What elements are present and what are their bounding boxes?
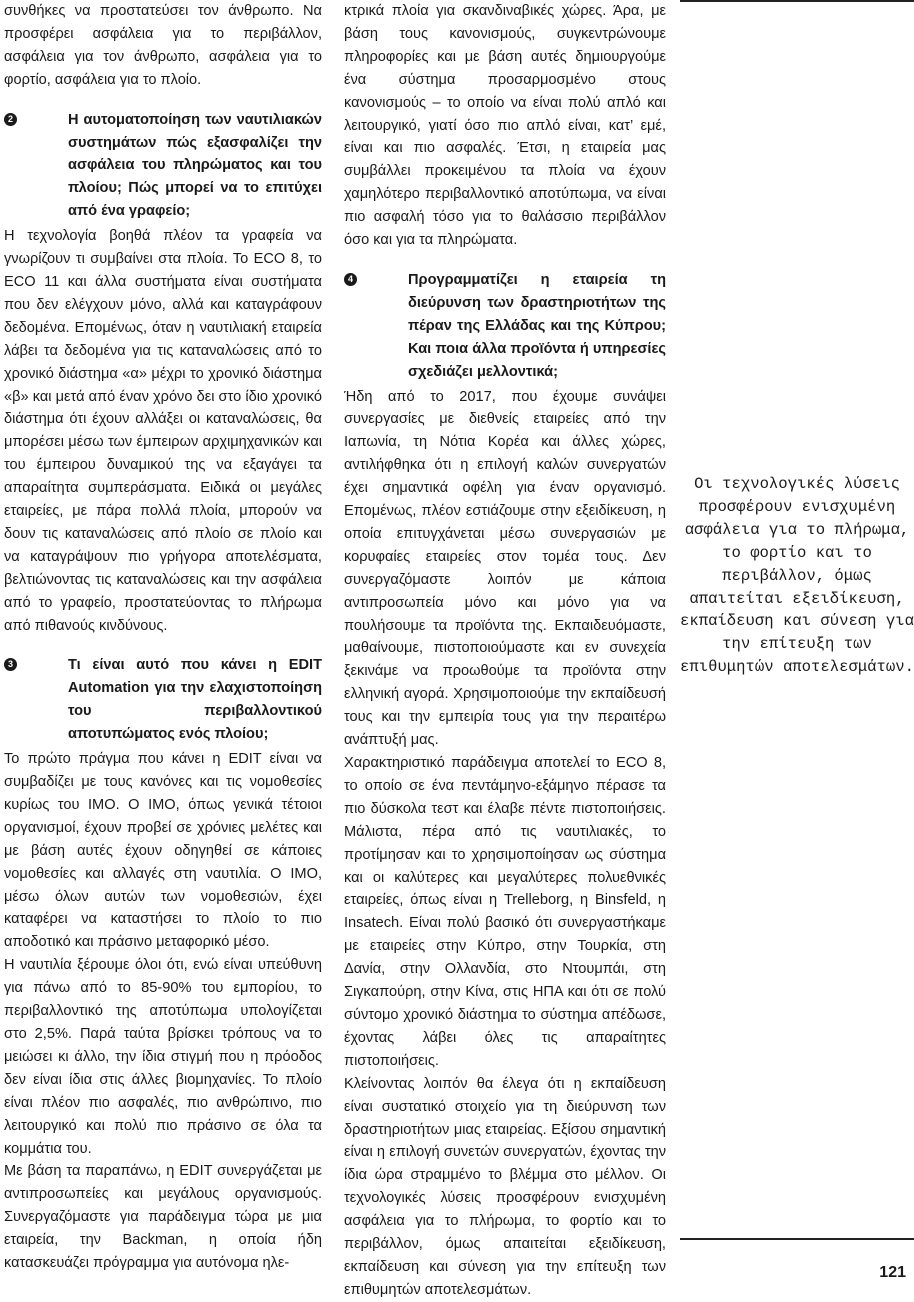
middle-column [344,0,666,1302]
bottom-rule [680,1238,914,1240]
answer-paragraph: Με βάση τα παραπάνω, η EDIT συνεργάζεται με αντιπροσωπείες και μεγάλους οργανισμούς. Συνεργαζόμαστε για παράδειγμα τώρα με μια εταιρεία, την Backman, η οποία ήδη κατασκευάζει πρόγραμμα για αυτόνομα ηλε- [4,1163,322,1272]
question-text: Προγραμματίζει η εταιρεία τη διεύρυνση των δραστηριοτήτων της πέραν της Ελλάδας και της Κύπρου; Και ποια άλλα προϊόντα ή υπηρεσίες σχεδιάζει μελλοντικά; [408,271,666,380]
question-number-badge: 3 [4,658,17,671]
answer-paragraph: Ήδη από το 2017, που έχουμε συνάψει συνεργασίες με διεθνείς εταιρείες από την Ιαπωνία, τη Νότια Κορέα και άλλες χώρες, αντιλήφθηκα ότι η επιλογή καλών συνεργατών έχει σημαντικά οφέλη για έναν οργανισμό. Επομένως, πλέον εστιάζουμε στην εξειδίκευση, η οποία επιτυγχάνεται μέσω συνεργασιών με κορυφαίες εταιρείες στον τομέα τους. Δεν συνεργαζόμαστε λοιπόν με κάποια αντιπροσωπεία μόνο και μόνο για να πουλήσουμε τα προϊόντα της. Εκπαιδευόμαστε, μαθαίνουμε, πιστοποιούμαστε και εν συνεχεία ξεκινάμε να προωθούμε τα προϊόντα στην ελληνική αγορά. Χρησιμοποιούμε την εκπαίδευσή τους και την εμπειρία τους για την περαιτέρω ανάπτυξή μας. [344,388,666,749]
answer-paragraph: Το πρώτο πράγμα που κάνει η EDIT είναι να συμβαδίζει με τους κανόνες και τις νομοθεσίες κυρίως του IMO. Ο IMO, όπως γενικά τέτοιοι οργανισμοί, έχουν προβεί σε χρόνιες μελέτες και με βάση αυτές έχουν οδηγηθεί σε κάποιες νομοθεσίες και αλλαγές στη ναυτιλία. Ο IMO, μέσω όλων αυτών των νομοθεσιών, έχει καταφέρει να καταστήσει το πλοίο το πιο αποδοτικό και πράσινο μεταφορικό μέσο. [4,751,322,951]
page-number: 121 [879,1264,906,1281]
paragraph-continued: κτρικά πλοία για σκανδιναβικές χώρες. Άρα, με βάση τους κανονισμούς, συγκεντρώνουμε πληροφορίες και με βάση αυτές δημιουργούμε ένα σύστημα προσαρμοσμένο στους κανονισμούς – το οποίο να είναι πολύ απλό και λειτουργικό, γιατί όσο πιο απλό είναι, κατ’ εμέ, είναι και πιο ασφαλές. Έτσι, η εταιρεία μας συμβάλλει προκειμένου τα πλοία να έχουν χαμηλότερο περιβαλλοντικό αποτύπωμα, να είναι πιο ασφαλή τόσο για το θαλάσσιο περιβάλλον όσο και για τα πληρώματα. [344,3,666,249]
question-text: Τι είναι αυτό που κάνει η EDIT Automation για την ελαχιστοποίηση του περιβαλλοντικού αποτυπώματος ενός πλοίου; [68,657,322,743]
question-text: Η αυτοματοποίηση των ναυτιλιακών συστημάτων πώς εξασφαλίζει την ασφάλεια του πληρώματος και του πλοίου; Πώς μπορεί να το επιτύχει από ένα γραφείο; [68,111,322,220]
question-2 [4,109,322,224]
paragraph-intro: συνθήκες να προστατεύσει τον άνθρωπο. Να προσφέρει ασφάλεια για το περιβάλλον, ασφάλεια για τον άνθρωπο, ασφάλεια για το φορτίο, ασφάλεια για το πλοίο. [4,3,322,88]
pull-quote: Οι τεχνολογικές λύσεις προσφέρουν ενισχυμένη ασφάλεια για το πλήρωμα, το φορτίο και το περιβάλλον, όμως απαιτείται εξειδίκευση, εκπαίδευση και σύνεση για την επίτευξη των επιθυμητών αποτελεσμάτων. [680,475,914,677]
answer-paragraph: Η ναυτιλία ξέρουμε όλοι ότι, ενώ είναι υπεύθυνη για πάνω από το 85-90% του εμπορίου, το περιβαλλοντικό της αποτύπωμα υπολογίζεται στο 2,5%. Παρά ταύτα βρίσκει τρόπους να το μειώσει κι άλλο, την ίδια στιγμή που η πρόοδος δεν είναι ίδια στις άλλες βιομηχανίες. Το πλοίο είναι πλέον πιο ασφαλές, πιο ανθρώπινο, πιο λειτουργικό και πολύ πιο πράσινο σε όλα τα κομμάτια του. [4,957,322,1157]
answer-paragraph: Χαρακτηριστικό παράδειγμα αποτελεί το ECO 8, το οποίο σε ένα πεντάμηνο-εξάμηνο πέρασε τα πιο δύσκολα τεστ και έλαβε πέντε πιστοποιήσεις. Μάλιστα, πέρα από τις ναυτιλιακές, το προτίμησαν και το χρησιμοποίησαν ως σύστημα και οι καλύτερες και μεγαλύτερες πολυεθνικές εταιρείες, όπως είναι η Trelleborg, η Binsfeld, η Insatech. Είναι πολύ βασικό ότι συνεργαστήκαμε με εταιρείες στην Κύπρο, στην Τουρκία, στη Δανία, στην Ολλανδία, στο Ντουμπάι, στη Σιγκαπούρη, στην Κίνα, στις ΗΠΑ και ότι σε πολύ σύντομο χρονικό διάστημα το σύστημα απέδωσε, έχοντας λάβει όλες τις απαραίτητες πιστοποιήσεις. [344,755,666,1069]
answer-paragraph: Κλείνοντας λοιπόν θα έλεγα ότι η εκπαίδευση είναι συστατικό στοιχείο για τη διεύρυνση των δραστηριοτήτων μιας εταιρείας. Εξίσου σημαντική είναι η επιλογή συνετών συνεργατών, έχοντας την ίδια ώρα στραμμένο το βλέμμα στο μέλλον. Οι τεχνολογικές λύσεις προσφέρουν ενισχυμένη ασφάλεια για το πλήρωμα, το φορτίο και το περιβάλλον, όμως απαιτείται εξειδίκευση, εκπαίδευση και σύνεση για την επίτευξη των επιθυμητών αποτελεσμάτων. [344,1075,666,1298]
question-3 [4,654,322,746]
question-number-badge: 2 [4,113,17,126]
top-rule [680,0,914,2]
left-column [4,0,322,1275]
question-number-badge: 4 [344,273,357,286]
answer-paragraph: Η τεχνολογία βοηθά πλέον τα γραφεία να γνωρίζουν τι συμβαίνει στα πλοία. Το ECO 8, το ECO 11 και άλλα συστήματα είναι συστήματα που δεν ελέγχουν μόνο, αλλά και καταγράφουν δεδομένα. Επομένως, όταν η ναυτιλιακή εταιρεία λάβει τα δεδομένα για τις καταναλώσεις από το χρονικό διάστημα «α» μέχρι το χρονικό διάστημα «β» και μετά από έναν χρόνο δει στο ίδιο χρονικό διάστημα ότι έχουν αλλάξει οι καταναλώσεις, θα μπορέσει μέσω των έμπειρων αρχιμηχανικών και του έμπειρου δυναμικού της να εξαγάγει τα απαραίτητα συμπεράσματα. Ειδικά οι μεγάλες εταιρείες, με πάρα πολλά πλοία, μπορούν να δουν τις καταναλώσεις από πλοίο σε πλοίο και να καταγράψουν πιο γρήγορα αποτελέσματα, βελτιώνοντας τις καταναλώσεις και την ασφάλεια από το γραφείο, προστατεύοντας το πλήρωμα από πιθανούς κινδύνους. [4,228,322,634]
question-4 [344,269,666,384]
